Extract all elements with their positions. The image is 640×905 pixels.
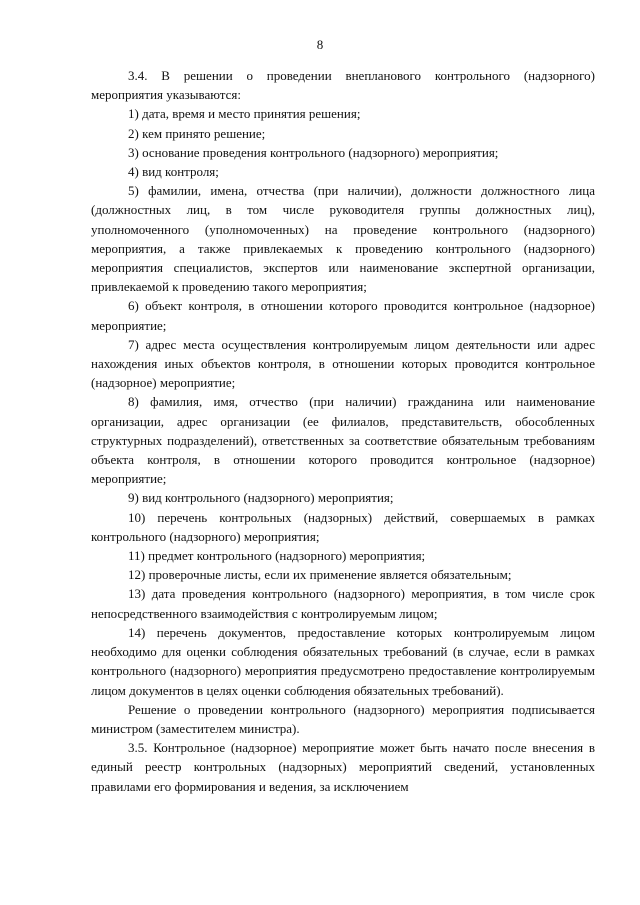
list-item-8: 8) фамилия, имя, отчество (при наличии) гражданина или наименование организации, адрес организации (ее филиалов, представительств, обособленных структурных подразделений), ответственных за соответствие обязательным требованиям объекта контроля, в отношении которого проводится контрольное (надзорное) мероприятие; — [91, 394, 595, 487]
list-item-4: 4) вид контроля; — [128, 164, 219, 180]
document-body — [91, 66, 595, 796]
list-item-3: 3) основание проведения контрольного (надзорного) мероприятия; — [128, 144, 499, 160]
paragraph-3-5: 3.5. Контрольное (надзорное) мероприятие может быть начато после внесения в единый реестр контрольных (надзорных) мероприятий сведений, установленных правилами его формирования и ведения, за исключением — [91, 740, 595, 794]
list-item-1: 1) дата, время и место принятия решения; — [128, 106, 361, 122]
list-item-2: 2) кем принято решение; — [128, 125, 266, 141]
paragraph-3-4-intro: 3.4. В решении о проведении внепланового контрольного (надзорного) мероприятия указываются: — [91, 68, 595, 103]
list-item-7: 7) адрес места осуществления контролируемым лицом деятельности или адрес нахождения иных объектов контроля, в отношении которых проводится контрольное (надзорное) мероприятие; — [91, 336, 595, 391]
list-item-6: 6) объект контроля, в отношении которого проводится контрольное (надзорное) мероприятие; — [91, 298, 595, 333]
list-item-11: 11) предмет контрольного (надзорного) мероприятия; — [128, 548, 426, 564]
list-item-13: 13) дата проведения контрольного (надзорного) мероприятия, в том числе срок непосредственного взаимодействия с контролируемым лицом; — [91, 586, 595, 621]
list-item-9: 9) вид контрольного (надзорного) мероприятия; — [128, 490, 394, 506]
list-item-14: 14) перечень документов, предоставление которых контролируемым лицом необходимо для оценки соблюдения обязательных требований (в случае, если в рамках контрольного (надзорного) мероприятия предусмотрено предоставление контролируемым лицом документов в целях оценки соблюдения обязательных требований). — [91, 624, 595, 698]
list-item-12: 12) проверочные листы, если их применение является обязательным; — [128, 567, 512, 583]
page-number: 8 — [316, 37, 324, 52]
list-item-5: 5) фамилии, имена, отчества (при наличии), должности должностного лица (должностных лиц, в том числе руководителя группы должностных лиц), уполномоченного (уполномоченных) на проведение контрольного (надзорного) мероприятия, а также привлекаемых к проведению контрольного (надзорного) мероприятия специалистов, экспертов или наименование экспертной организации, привлекаемой к проведению такого мероприятия; — [91, 183, 595, 295]
list-item-10: 10) перечень контрольных (надзорных) действий, совершаемых в рамках контрольного (надзорного) мероприятия; — [91, 509, 595, 544]
paragraph-decision-signature: Решение о проведении контрольного (надзорного) мероприятия подписывается министром (заместителем министра). — [91, 701, 595, 736]
